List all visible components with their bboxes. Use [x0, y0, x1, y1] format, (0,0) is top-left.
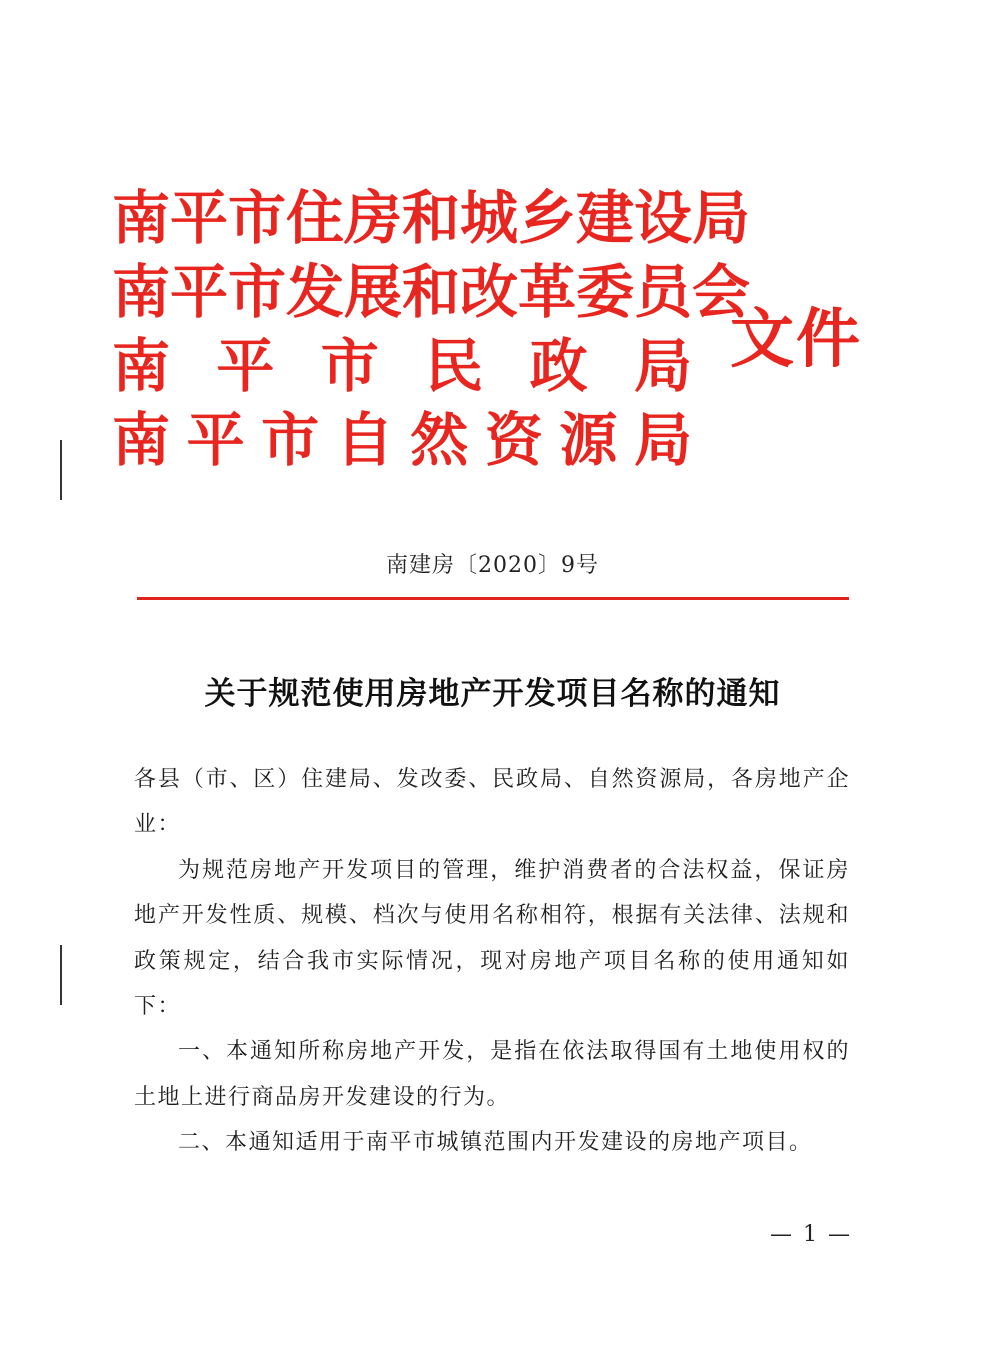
document-number: 南建房〔2020〕9号: [386, 553, 599, 578]
notice-title: 关于规范使用房地产开发项目名称的通知: [204, 676, 781, 712]
document-label: 文件: [730, 303, 862, 377]
item-1-paragraph: 一、本通知所称房地产开发，是指在依法取得国有土地使用权的土地上进行商品房开发建设的行为。: [134, 1039, 850, 1110]
notice-body: [134, 757, 850, 1166]
intro-paragraph: 为规范房地产开发项目的管理，维护消费者的合法权益，保证房地产开发性质、规模、档次与使用名称相符，根据有关法律、法规和政策规定，结合我市实际情况，现对房地产项目名称的使用通知如下：: [134, 857, 850, 1020]
agency-name-1: 南 平 市 住 房 和 城 乡 建 设 局: [112, 184, 751, 252]
page-number: — 1 —: [770, 1222, 852, 1247]
binding-mark: [60, 945, 62, 1005]
item-2-paragraph: 二、本通知适用于南平市城镇范围内开发建设的房地产项目。: [178, 1130, 813, 1156]
agency-name-3: 南 平 市 民 政 局: [112, 332, 692, 400]
binding-mark: [60, 440, 62, 500]
agency-name-2: 南 平 市 发 展 和 改 革 委 员 会: [112, 258, 751, 326]
red-divider: [137, 597, 849, 600]
agency-name-4: 南 平 市 自 然 资 源 局: [112, 406, 692, 474]
addressee-paragraph: 各县（市、区）住建局、发改委、民政局、自然资源局，各房地产企业：: [134, 767, 850, 838]
